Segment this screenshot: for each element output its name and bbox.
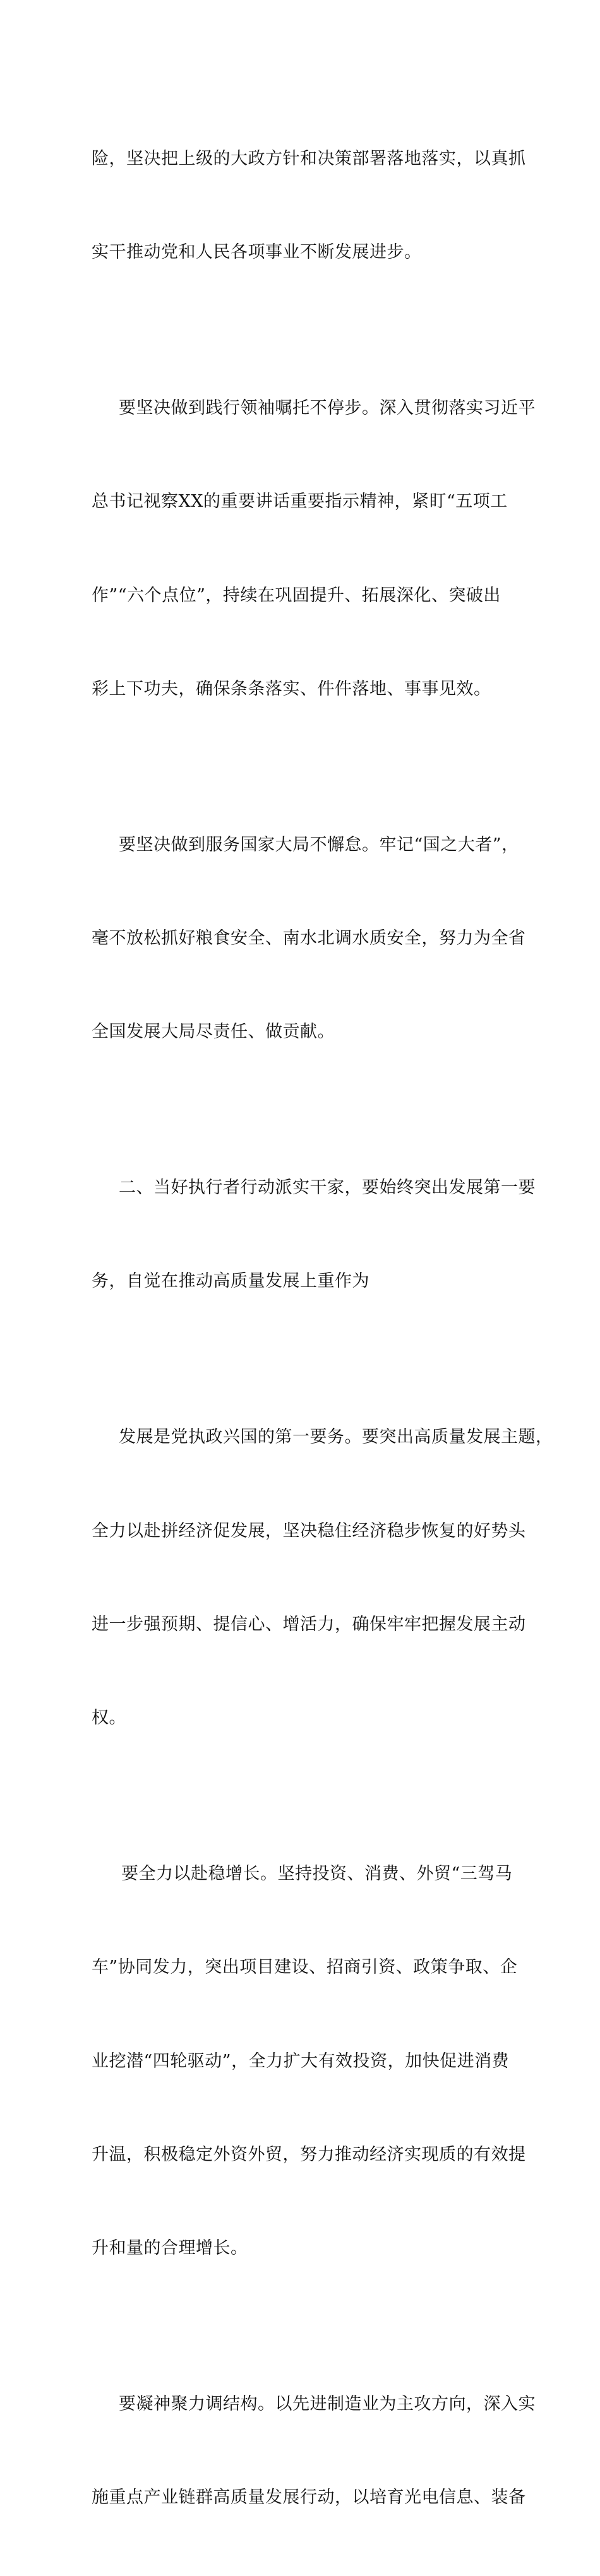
text-line: 务，自觉在推动高质量发展上重作为 [92,1271,369,1291]
text-line: 业挖潜“四轮驱动”，全力扩大有效投资，加快促进消费 [92,2051,510,2071]
text-line: 险，坚决把上级的大政方针和决策部署落地落实，以真抓 [92,148,526,169]
text-line: 全国发展大局尽责任、做贡献。 [92,1022,335,1042]
text-line: 作”“六个点位”，持续在巩固提升、拓展深化、突破出 [92,585,501,605]
text-line: 实干推动党和人民各项事业不断发展进步。 [92,242,422,263]
paragraph-5 [92,1360,553,1796]
text-line: 进一步强预期、提信心、增活力，确保牢牢把握发展主动 [92,1614,526,1634]
text-line: 施重点产业链群高质量发展行动，以培育光电信息、装备 [92,2488,526,2508]
text-line: 二、当好执行者行动派实干家，要始终突出发展第一要 [119,1178,536,1198]
text-line: 要全力以赴稳增长。坚持投资、消费、外贸“三驾马 [121,1864,513,1884]
text-line: 车”协同发力，突出项目建设、招商引资、政策争取、企 [92,1957,518,1978]
document-body [92,81,553,2576]
paragraph-6 [92,1796,526,2326]
paragraph-1 [92,81,526,330]
paragraph-3 [92,767,526,1110]
text-line: 毫不放松抓好粮食安全、南水北调水质安全，努力为全省 [92,928,526,948]
text-line: 要坚决做到践行领袖嘱托不停步。深入贯彻落实习近平 [119,398,536,418]
text-line: 总书记视察XX的重要讲话重要指示精神，紧盯“五项工 [92,492,508,512]
text-line: 权。 [92,1708,126,1728]
text-line: 升温，积极稳定外资外贸，努力推动经济实现质的有效提 [92,2144,526,2164]
text-line: 要凝神聚力调结构。以先进制造业为主攻方向，深入实 [119,2394,536,2414]
text-line: 全力以赴拼经济促发展，坚决稳住经济稳步恢复的好势头 [92,1521,526,1541]
section-heading [92,1110,536,1359]
text-line: 要坚决做到服务国家大局不懈怠。牢记“国之大者”， [119,834,519,855]
text-line: 升和量的合理增长。 [92,2238,248,2258]
text-line: 发展是党执政兴国的第一要务。要突出高质量发展主题， [119,1427,553,1447]
text-line: 彩上下功夫，确保条条落实、件件落地、事事见效。 [92,679,491,699]
paragraph-7 [92,2326,536,2575]
paragraph-2 [92,330,536,767]
